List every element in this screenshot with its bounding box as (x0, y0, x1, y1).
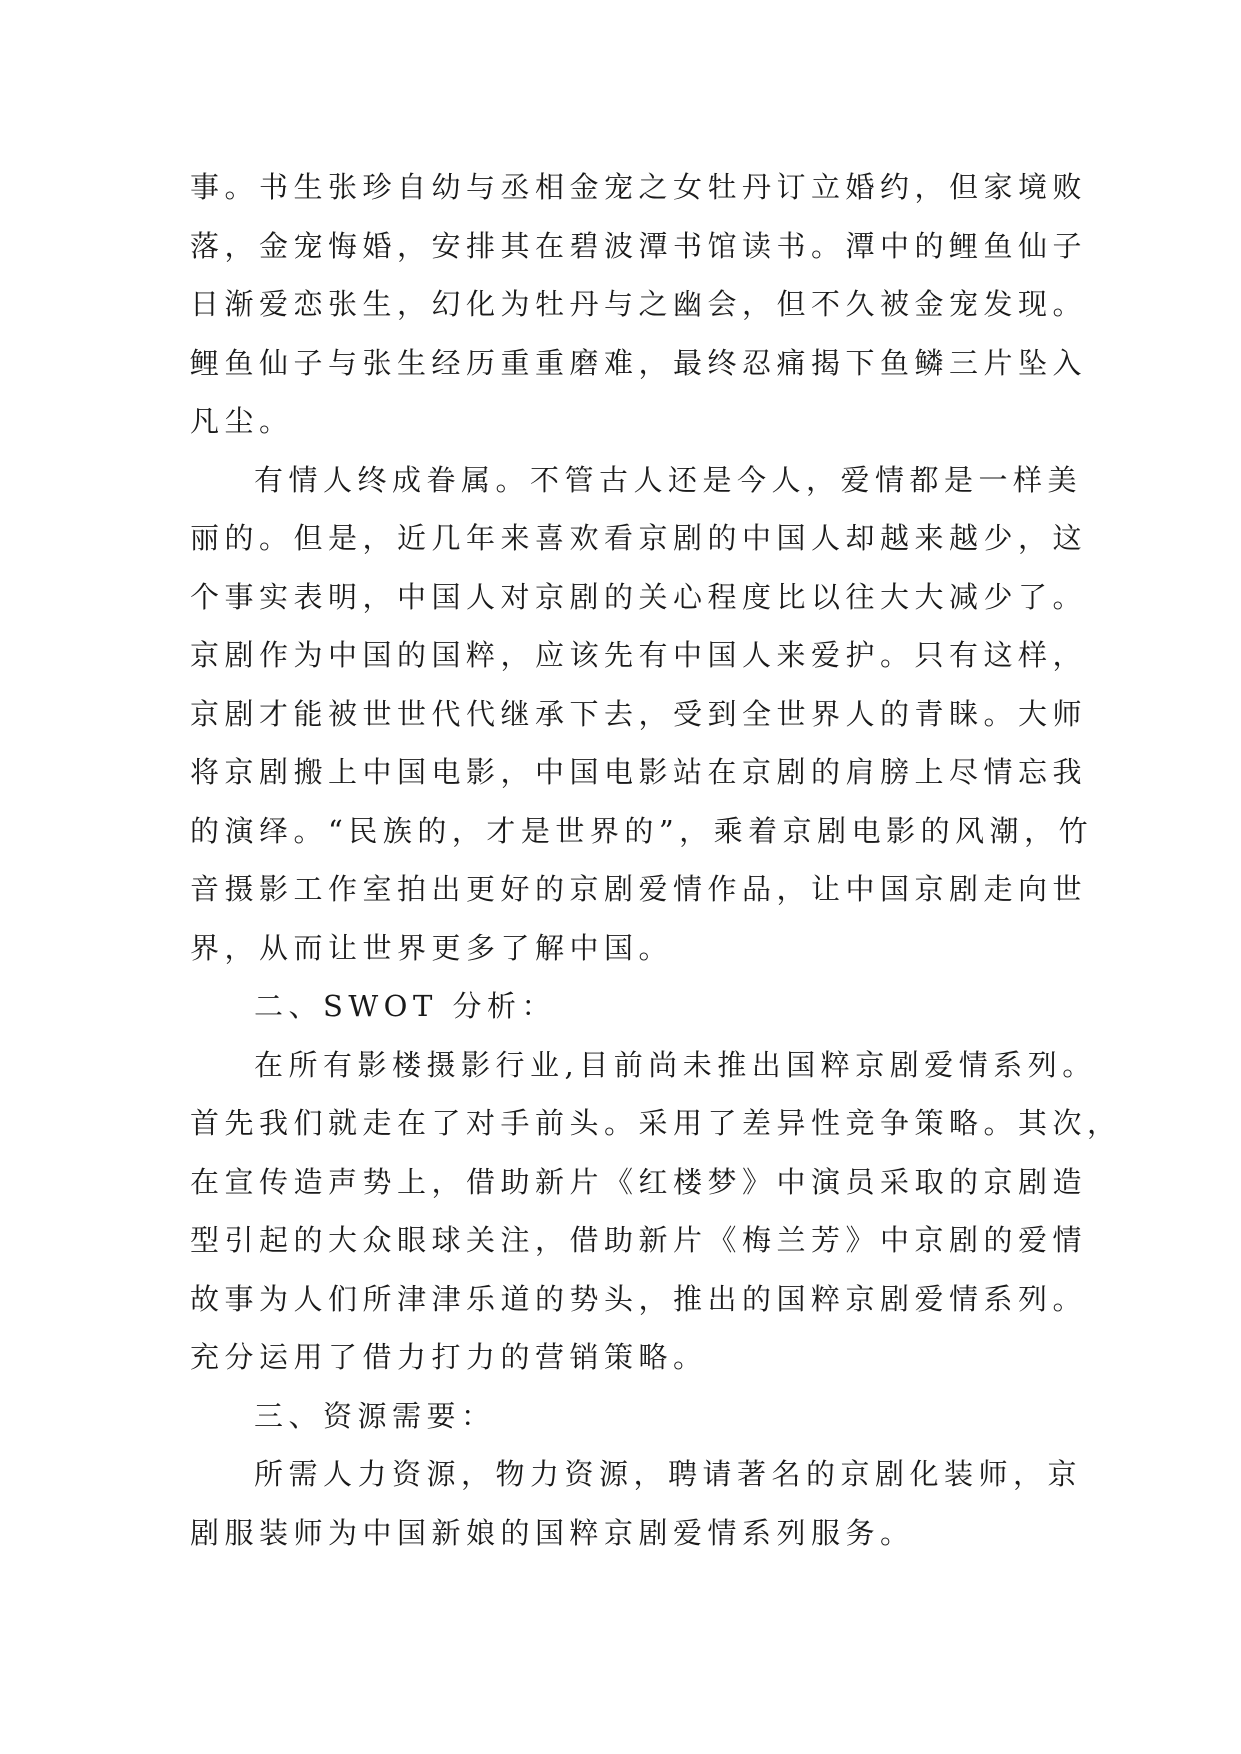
text-line: 充分运用了借力打力的营销策略。 (190, 1340, 708, 1374)
text-line: 将京剧搬上中国电影，中国电影站在京剧的肩膀上尽情忘我 (190, 755, 1088, 789)
text-line: 事。书生张珍自幼与丞相金宠之女牡丹订立婚约，但家境败 (190, 170, 1088, 204)
text-line: 凡尘。 (190, 404, 294, 438)
text-line: 故事为人们所津津乐道的势头，推出的国粹京剧爱情系列。 (190, 1281, 1088, 1316)
text-line: 二、SWOT 分析： (254, 989, 557, 1023)
text-line: 京剧才能被世世代代继承下去，受到全世界人的青睐。大师 (190, 696, 1088, 731)
heading-resources (190, 1387, 1075, 1446)
text-line: 在宣传造声势上，借助新片《红楼梦》中演员采取的京剧造 (190, 1164, 1088, 1199)
text-line: 鲤鱼仙子与张生经历重重磨难，最终忍痛揭下鱼鳞三片坠入 (190, 345, 1088, 380)
text-line: 在所有影楼摄影行业,目前尚未推出国粹京剧爱情系列。 (254, 1047, 1097, 1082)
text-line: 的演绎。“民族的，才是世界的”，乘着京剧电影的风潮，竹 (190, 813, 1094, 848)
text-line: 音摄影工作室拍出更好的京剧爱情作品，让中国京剧走向世 (190, 872, 1088, 906)
text-line: 有情人终成眷属。不管古人还是今人，爱情都是一样美 (254, 462, 1083, 497)
text-line: 京剧作为中国的国粹，应该先有中国人来爱护。只有这样， (190, 638, 1088, 672)
text-line: 落，金宠悔婚，安排其在碧波潭书馆读书。潭中的鲤鱼仙子 (190, 228, 1088, 263)
text-line: 日渐爱恋张生，幻化为牡丹与之幽会，但不久被金宠发现。 (190, 287, 1088, 321)
text-line: 首先我们就走在了对手前头。采用了差异性竞争策略。其次， (190, 1106, 1122, 1140)
paragraph-love (190, 451, 1094, 978)
text-line: 界，从而让世界更多了解中国。 (190, 930, 674, 965)
text-line: 剧服装师为中国新娘的国粹京剧爱情系列服务。 (190, 1515, 915, 1550)
text-line: 所需人力资源，物力资源，聘请著名的京剧化装师，京 (254, 1457, 1083, 1491)
heading-swot (190, 977, 1075, 1036)
paragraph-story (190, 158, 1088, 451)
text-line: 丽的。但是，近几年来喜欢看京剧的中国人却越来越少，这 (190, 521, 1088, 555)
document-body (190, 158, 1122, 1562)
text-line: 三、资源需要： (254, 1398, 496, 1433)
paragraph-resources (190, 1445, 1083, 1562)
text-line: 型引起的大众眼球关注，借助新片《梅兰芳》中京剧的爱情 (190, 1223, 1088, 1257)
paragraph-swot (190, 1036, 1122, 1387)
text-line: 个事实表明，中国人对京剧的关心程度比以往大大减少了。 (190, 579, 1088, 614)
